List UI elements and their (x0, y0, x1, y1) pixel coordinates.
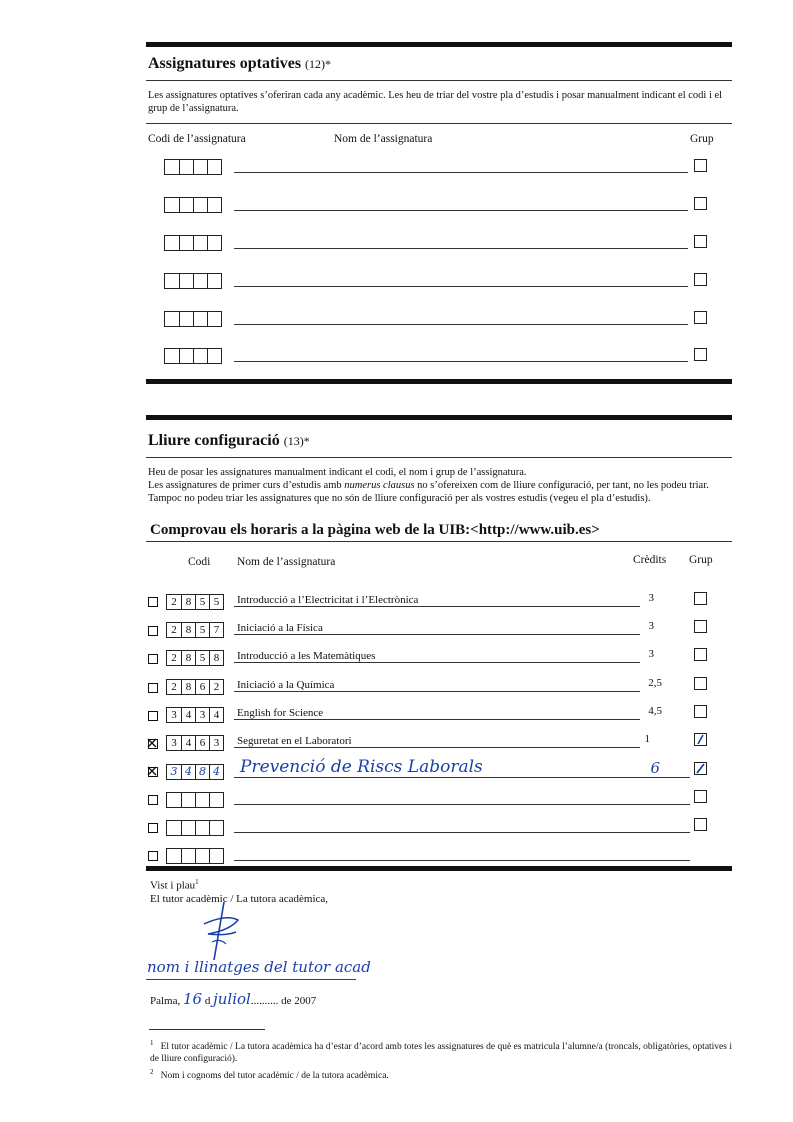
subject-name: Introducció a l’Electricitat i l’Electrònica (237, 594, 419, 606)
subject-name: Seguretat en el Laboratori (237, 735, 352, 747)
code-input[interactable] (164, 159, 222, 175)
subject-name-handwritten: Prevenció de Riscs Laborals (240, 757, 483, 777)
subject-credits: 1 (644, 733, 650, 745)
code-digit: 2 (171, 681, 177, 693)
signature-line (146, 979, 356, 980)
tutor-name-handwritten: nom i llinatges del tutor acad (147, 958, 371, 976)
group-checkbox[interactable] (694, 348, 707, 361)
code-input[interactable] (166, 622, 224, 638)
group-checkbox[interactable] (694, 235, 707, 248)
footnote-2 (150, 1066, 734, 1082)
optatives-ref: (12)* (305, 57, 332, 71)
select-checkbox[interactable] (148, 711, 158, 721)
tutor-label: El tutor acadèmic / La tutora acadèmica, (150, 893, 329, 905)
name-line (234, 691, 640, 692)
section-top-bar (146, 415, 732, 420)
desc-text: no s’ofereixen com de lliure configuració, per tant, no les podeu triar. (414, 480, 709, 491)
code-digit: 3 (171, 709, 177, 721)
date-year: de 2007 (281, 995, 317, 1007)
select-checkbox[interactable] (148, 683, 158, 693)
code-input[interactable] (166, 679, 224, 695)
col-credits-header: Crèdits (633, 554, 667, 566)
subject-credits: 4,5 (648, 705, 662, 717)
group-checkbox[interactable] (694, 273, 707, 286)
group-checkbox[interactable] (694, 790, 707, 803)
code-digit: 5 (195, 623, 209, 637)
date-d: d (204, 995, 211, 1007)
lliure-desc-line1: Heu de posar les assignatures manualment indicant el codi, el nom i grup de l’assignatura. (148, 467, 527, 478)
divider (146, 80, 732, 81)
optatives-title-text: Assignatures optatives (148, 55, 302, 72)
lliure-ref: (13)* (283, 434, 310, 448)
col-name-header: Nom de l’assignatura (334, 133, 433, 145)
code-input[interactable] (166, 735, 224, 751)
name-line (234, 662, 640, 663)
code-input[interactable] (166, 820, 224, 836)
name-line[interactable] (234, 860, 690, 861)
name-line (234, 634, 640, 635)
footnote-number: 1 (150, 1039, 154, 1047)
select-checkbox[interactable] (148, 597, 158, 607)
name-line (234, 606, 640, 607)
code-input[interactable] (166, 792, 224, 808)
col-code-header: Codi (188, 556, 211, 568)
code-digit: 7 (209, 623, 223, 637)
group-checkbox[interactable] (694, 592, 707, 605)
code-digit: 3 (171, 737, 177, 749)
name-line[interactable] (234, 832, 690, 833)
subject-credits: 3 (648, 648, 654, 660)
code-input[interactable] (164, 197, 222, 213)
name-input[interactable] (234, 248, 688, 249)
group-checkbox-checked[interactable] (694, 762, 707, 775)
subject-credits: 2,5 (648, 677, 662, 689)
code-input[interactable] (164, 311, 222, 327)
check-x-icon (147, 738, 157, 748)
optatives-title (148, 55, 331, 73)
group-checkbox[interactable] (694, 311, 707, 324)
section-bottom-bar (146, 866, 732, 871)
code-digit: 4 (209, 765, 223, 779)
code-digit: 2 (209, 680, 223, 694)
group-checkbox[interactable] (694, 677, 707, 690)
subject-name: Introducció a les Matemàtiques (237, 650, 376, 662)
code-digit: 3 (209, 736, 223, 750)
code-digit: 5 (195, 651, 209, 665)
name-input[interactable] (234, 361, 688, 362)
palma-label: Palma, (150, 995, 181, 1007)
select-checkbox[interactable] (148, 626, 158, 636)
code-digit: 8 (195, 765, 209, 779)
code-digit: 8 (181, 651, 195, 665)
name-line (234, 719, 640, 720)
code-digit: 2 (171, 624, 177, 636)
select-checkbox[interactable] (148, 654, 158, 664)
code-digit: 4 (181, 765, 195, 779)
vist-text: Vist i plau (150, 879, 196, 892)
code-input[interactable] (164, 348, 222, 364)
name-line (234, 777, 690, 778)
date-month: juliol (213, 990, 251, 1008)
check-x-icon (147, 766, 157, 776)
vist-i-plau (150, 878, 199, 892)
divider (146, 541, 732, 542)
horaris-notice: Comprovau els horaris a la pàgina web de la UIB:<http://www.uib.es> (150, 522, 600, 538)
code-digit: 5 (209, 595, 223, 609)
code-input[interactable] (166, 650, 224, 666)
name-input[interactable] (234, 286, 688, 287)
lliure-desc-line3: Tampoc no podeu triar les assignatures que no són de lliure configuració per als vostres estudis (vegeu el pla d’estudis). (148, 493, 651, 504)
lliure-desc-line2 (148, 479, 734, 492)
subject-credits-handwritten: 6 (650, 759, 660, 777)
group-checkbox[interactable] (694, 620, 707, 633)
col-group-header: Grup (690, 133, 714, 145)
code-input[interactable] (166, 764, 224, 780)
lliure-title-text: Lliure configuració (148, 432, 280, 449)
code-input[interactable] (166, 848, 224, 864)
subject-name: Iniciació a la Química (237, 679, 335, 691)
code-digit: 8 (181, 595, 195, 609)
date-day: 16 (183, 990, 203, 1008)
code-digit: 8 (209, 651, 223, 665)
desc-italic: numerus clausus (344, 480, 415, 491)
lliure-description (148, 466, 734, 505)
name-line (234, 747, 640, 748)
code-digit: 5 (195, 595, 209, 609)
code-input[interactable] (164, 273, 222, 289)
pen-mark-icon (694, 762, 707, 775)
code-digit: 6 (195, 680, 209, 694)
footnote-number: 2 (150, 1068, 154, 1076)
code-input[interactable] (166, 594, 224, 610)
code-digit: 3 (170, 765, 178, 778)
desc-text: Les assignatures de primer curs d’estudis amb (148, 480, 345, 491)
footnote-ref: 1 (195, 878, 199, 886)
subject-credits: 3 (648, 592, 654, 604)
footnote-text: El tutor acadèmic / La tutora acadèmica ha d’estar d’acord amb totes les assignatures de què es matricula l’alumne/a (troncals, obligatòries, optatives i de lliure configuració). (150, 1042, 732, 1065)
footnote-1 (150, 1037, 734, 1065)
select-checkbox-checked[interactable] (148, 767, 158, 777)
code-digit: 4 (209, 708, 223, 722)
section-bottom-bar (146, 379, 732, 384)
name-line[interactable] (234, 804, 690, 805)
code-digit: 4 (181, 736, 195, 750)
footnote-divider (149, 1029, 265, 1030)
code-digit: 2 (171, 652, 177, 664)
group-checkbox[interactable] (694, 197, 707, 210)
date-dots: .......... (250, 995, 279, 1007)
code-digit: 4 (181, 708, 195, 722)
subject-name: Iniciació a la Física (237, 622, 323, 634)
select-checkbox-checked[interactable] (148, 739, 158, 749)
divider (146, 123, 732, 124)
section-top-bar (146, 42, 732, 47)
group-checkbox[interactable] (694, 705, 707, 718)
group-checkbox[interactable] (694, 818, 707, 831)
footnote-text: Nom i cognoms del tutor acadèmic / de la tutora acadèmica. (160, 1071, 389, 1082)
subject-credits: 3 (648, 620, 654, 632)
col-code-header: Codi de l’assignatura (148, 133, 246, 145)
code-digit: 8 (181, 680, 195, 694)
col-group-header: Grup (689, 554, 713, 566)
select-checkbox[interactable] (148, 795, 158, 805)
lliure-title (148, 432, 310, 450)
code-digit: 6 (195, 736, 209, 750)
code-digit: 2 (171, 596, 177, 608)
optatives-description: Les assignatures optatives s’oferiran cada any acadèmic. Les heu de triar del vostre pla d’estudis i posar manualment indicant el codi i el grup de l’assignatura. (148, 90, 723, 114)
divider (146, 457, 732, 458)
code-input[interactable] (164, 235, 222, 251)
code-digit: 3 (195, 708, 209, 722)
name-input[interactable] (234, 324, 688, 325)
date-line (150, 990, 316, 1008)
subject-name: English for Science (237, 707, 324, 719)
code-digit: 8 (181, 623, 195, 637)
select-checkbox[interactable] (148, 851, 158, 861)
group-checkbox[interactable] (694, 648, 707, 661)
col-name-header: Nom de l’assignatura (237, 556, 336, 568)
pen-mark-icon (694, 733, 707, 746)
group-checkbox[interactable] (694, 159, 707, 172)
code-input[interactable] (166, 707, 224, 723)
group-checkbox-checked[interactable] (694, 733, 707, 746)
select-checkbox[interactable] (148, 823, 158, 833)
name-input[interactable] (234, 210, 688, 211)
name-input[interactable] (234, 172, 688, 173)
